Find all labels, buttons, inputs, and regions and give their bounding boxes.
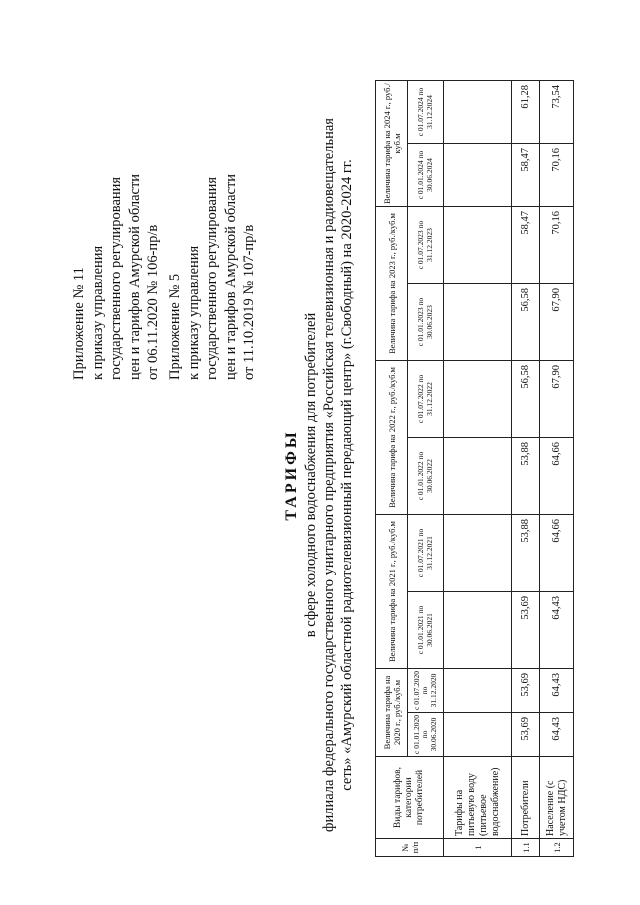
tariff-cell: 70,16 <box>540 144 574 207</box>
row-number: 1.2 <box>540 839 574 857</box>
tariff-cell <box>444 438 512 515</box>
row-number: 1 <box>444 839 512 857</box>
appendix-line: от 06.11.2020 № 106-пр/в <box>145 224 161 380</box>
appendix-note-1 <box>70 174 163 380</box>
header-period: с 01.01.2021 по 30.06.2021 <box>408 592 444 669</box>
tariff-cell <box>444 361 512 438</box>
tariff-cell: 64,43 <box>540 669 574 713</box>
header-year-2024: Величина тарифа на 2024 г., руб./куб.м <box>376 81 408 207</box>
tariff-cell: 58,47 <box>512 144 540 207</box>
tariff-table <box>375 80 574 857</box>
header-period: с 01.01.2023 по 30.06.2023 <box>408 284 444 361</box>
document-title <box>282 85 356 865</box>
header-period: с 01.01.2020 по 30.06.2020 <box>408 713 444 757</box>
tariff-cell: 53,88 <box>512 438 540 515</box>
appendix-line: к приказу управления <box>185 245 202 380</box>
header-number: № п/п <box>376 839 444 857</box>
appendix-line: цен и тарифов Амурской области <box>126 173 143 380</box>
tariff-cell: 64,66 <box>540 515 574 592</box>
tariff-cell <box>444 81 512 144</box>
title-line: сеть» «Амурский областной радиотелевизионный передающий центр» (г.Свободный) на 2020-2024 гг. <box>339 159 355 791</box>
row-label: Население (с учетом НДС) <box>540 757 574 839</box>
tariff-cell: 58,47 <box>512 207 540 284</box>
tariff-cell: 53,88 <box>512 515 540 592</box>
header-period: с 01.01.2024 по 30.06.2024 <box>408 144 444 207</box>
header-period: с 01.01.2022 по 30.06.2022 <box>408 438 444 515</box>
tariff-cell: 67,90 <box>540 284 574 361</box>
tariff-cell: 70,16 <box>540 207 574 284</box>
table-row <box>512 81 540 857</box>
tariff-cell: 61,28 <box>512 81 540 144</box>
title-line: филиала федерального государственного унитарного предприятия «Российская телевизионная и радиовещательная <box>321 118 337 832</box>
tariff-cell: 53,69 <box>512 592 540 669</box>
tariff-cell <box>444 144 512 207</box>
header-period: с 01.07.2020 по 31.12.2020 <box>408 669 444 713</box>
appendix-line: Приложение № 5 <box>167 273 183 380</box>
tariff-cell <box>444 207 512 284</box>
tariff-cell: 64,43 <box>540 592 574 669</box>
row-label: Потребители <box>512 757 540 839</box>
appendix-note-2 <box>166 174 259 380</box>
appendix-line: государственного регулирования <box>108 176 124 380</box>
tariff-cell: 64,43 <box>540 713 574 757</box>
tariff-cell <box>444 592 512 669</box>
tariff-cell <box>444 284 512 361</box>
table-period-row <box>408 81 444 857</box>
header-category: Виды тарифов, категории потребителей <box>376 757 444 839</box>
appendix-line: государственного регулирования <box>204 176 220 380</box>
title-line: в сфере холодного водоснабжения для потребителей <box>303 312 319 638</box>
table-header-row <box>376 81 408 857</box>
header-period: с 01.07.2022 по 31.12.2022 <box>408 361 444 438</box>
row-number: 1.1 <box>512 839 540 857</box>
appendix-line: к приказу управления <box>89 245 106 380</box>
tariff-cell <box>444 669 512 713</box>
title-main: ТАРИФЫ <box>283 429 300 521</box>
tariff-cell: 53,69 <box>512 669 540 713</box>
tariff-cell: 64,66 <box>540 438 574 515</box>
header-year-2022: Величина тарифа на 2022 г., руб./куб.м <box>376 361 408 515</box>
tariff-cell: 73,54 <box>540 81 574 144</box>
header-period: с 01.07.2023 по 31.12.2023 <box>408 207 444 284</box>
tariff-cell: 56,58 <box>512 284 540 361</box>
tariff-cell: 67,90 <box>540 361 574 438</box>
appendix-line: Приложение № 11 <box>71 267 87 380</box>
header-year-2021: Величина тарифа на 2021 г., руб./куб.м <box>376 515 408 669</box>
appendix-line: от 11.10.2019 № 107-пр/в <box>241 224 257 380</box>
header-period: с 01.07.2021 по 31.12.2021 <box>408 515 444 592</box>
table-row <box>444 81 512 857</box>
tariff-cell: 53,69 <box>512 713 540 757</box>
header-year-2020: Величина тарифа на 2020 г., руб./куб.м <box>376 669 408 757</box>
header-year-2023: Величина тарифа на 2023 г., руб./куб.м <box>376 207 408 361</box>
tariff-cell <box>444 713 512 757</box>
appendix-line: цен и тарифов Амурской области <box>222 173 239 380</box>
tariff-cell <box>444 515 512 592</box>
tariff-cell: 56,58 <box>512 361 540 438</box>
header-period: с 01.07.2024 по 31.12.2024 <box>408 81 444 144</box>
table-row <box>540 81 574 857</box>
row-label: Тарифы на питьевую воду (питьевое водоснабжение) <box>444 757 512 839</box>
